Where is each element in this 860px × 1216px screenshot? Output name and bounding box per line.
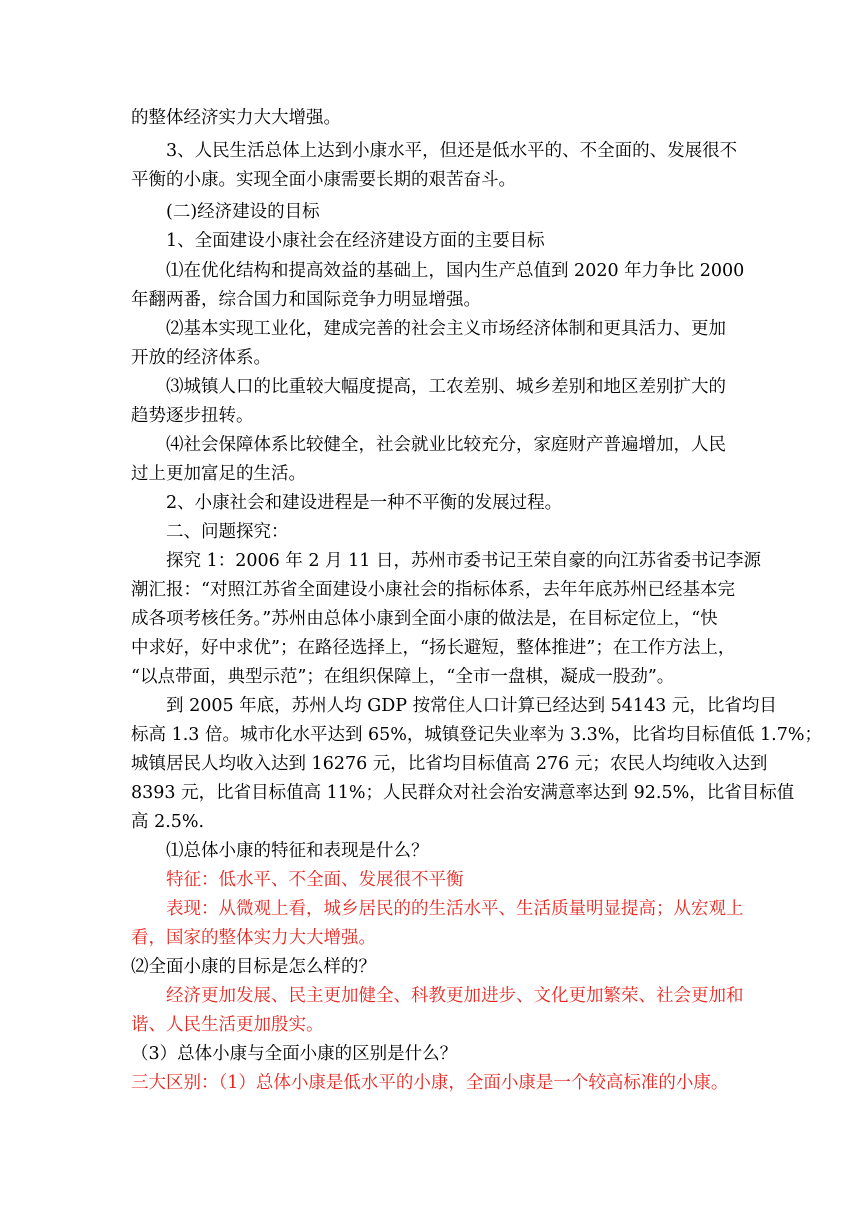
- text-line: 潮汇报：“对照江苏省全面建设小康社会的指标体系，去年年底苏州已经基本完: [131, 580, 735, 600]
- text-line: ⑷社会保障体系比较健全，社会就业比较充分，家庭财产普遍增加，人民: [166, 435, 726, 455]
- section-heading: 二、问题探究：: [166, 522, 289, 542]
- answer-line: 特征：低水平、不全面、发展很不平衡: [166, 870, 464, 890]
- answer-line: 表现：从微观上看，城乡居民的的生活水平、生活质量明显提高；从宏观上: [166, 899, 744, 919]
- question-line: ⑴总体小康的特征和表现是什么？: [166, 841, 429, 861]
- answer-line: 看，国家的整体实力大大增强。: [131, 928, 376, 948]
- text-line: 3、人民生活总体上达到小康水平，但还是低水平的、不全面的、发展很不: [166, 141, 738, 161]
- section-heading: (二)经济建设的目标: [166, 202, 320, 222]
- text-line: 8393 元，比省目标值高 11%；人民群众对社会治安满意率达到 92.5%，比省目标值: [131, 783, 795, 803]
- text-line: 趋势逐步扭转。: [131, 406, 254, 426]
- text-line: 的整体经济实力大大增强。: [131, 108, 341, 128]
- text-line: 1、全面建设小康社会在经济建设方面的主要目标: [166, 231, 545, 251]
- text-line: 高 2.5%.: [131, 812, 205, 832]
- text-line: 到 2005 年底，苏州人均 GDP 按常住人口计算已经达到 54143 元，比省均目: [166, 696, 777, 716]
- text-line: 平衡的小康。实现全面小康需要长期的艰苦奋斗。: [131, 170, 516, 190]
- text-line: 中求好，好中求优”；在路径选择上，“扬长避短，整体推进”；在工作方法上，: [131, 638, 736, 658]
- answer-line: 经济更加发展、民主更加健全、科教更加进步、文化更加繁荣、社会更加和: [166, 986, 744, 1006]
- text-line: 成各项考核任务。”苏州由总体小康到全面小康的做法是，在目标定位上，“快: [131, 609, 718, 629]
- text-line: 标高 1.3 倍。城市化水平达到 65%，城镇登记失业率为 3.3%，比省均目标值低 1.7%；: [131, 725, 822, 745]
- question-line: （3）总体小康与全面小康的区别是什么？: [131, 1044, 458, 1064]
- text-line: 年翻两番，综合国力和国际竞争力明显增强。: [131, 290, 481, 310]
- question-line: ⑵全面小康的目标是怎么样的？: [131, 957, 376, 977]
- answer-line: 谐、人民生活更加殷实。: [131, 1015, 324, 1035]
- text-line: 城镇居民人均收入达到 16276 元，比省均目标值高 276 元；农民人均纯收入达到: [131, 754, 768, 774]
- text-line: 探究 1：2006 年 2 月 11 日，苏州市委书记王荣自豪的向江苏省委书记李源: [166, 551, 761, 571]
- text-line: 过上更加富足的生活。: [131, 464, 306, 484]
- answer-line: 三大区别：（1）总体小康是低水平的小康，全面小康是一个较高标准的小康。: [131, 1073, 729, 1093]
- text-line: “以点带面，典型示范”；在组织保障上，“全市一盘棋，凝成一股劲”。: [131, 667, 675, 687]
- text-line: ⑴在优化结构和提高效益的基础上，国内生产总值到 2020 年力争比 2000: [166, 261, 745, 281]
- text-line: ⑵基本实现工业化，建成完善的社会主义市场经济体制和更具活力、更加: [166, 319, 726, 339]
- text-line: 2、小康社会和建设进程是一种不平衡的发展过程。: [166, 493, 563, 513]
- text-line: ⑶城镇人口的比重较大幅度提高，工农差别、城乡差别和地区差别扩大的: [166, 377, 726, 397]
- text-line: 开放的经济体系。: [131, 348, 271, 368]
